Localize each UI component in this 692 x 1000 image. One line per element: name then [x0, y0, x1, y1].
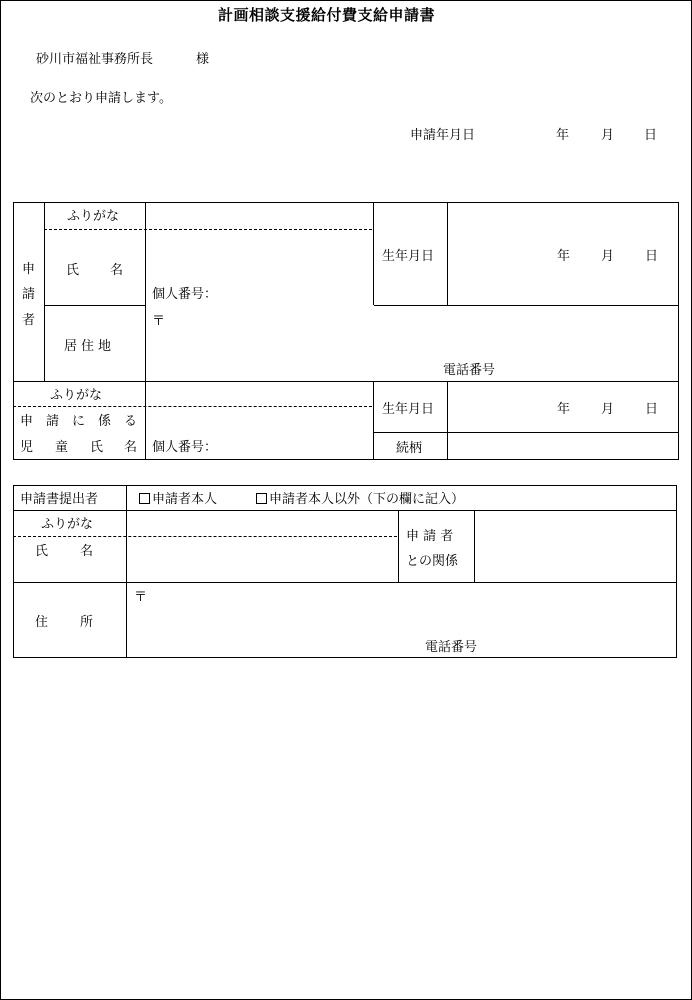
application-date-year: 年 — [556, 128, 570, 143]
applicant-residence-label: 居住地 — [64, 339, 116, 354]
child-birthdate-day: 日 — [645, 402, 659, 417]
submitter-postal-mark: 〒 — [134, 590, 148, 605]
application-date-day: 日 — [644, 128, 658, 143]
applicant-birthdate-label: 生年月日 — [382, 249, 435, 264]
submitter-option-other[interactable] — [256, 493, 464, 506]
submitter-relation-label-1: 申 請 者 — [406, 529, 454, 544]
applicant-label-char-1: 申 — [22, 262, 36, 277]
submitter-relation-label-2: との関係 — [406, 554, 459, 569]
child-furigana-label: ふりがな — [50, 388, 103, 403]
submitter-address-label-1: 住 — [35, 615, 49, 630]
applicant-name-label-2: 名 — [110, 263, 124, 278]
submitter-name-label-1: 氏 — [35, 544, 49, 559]
applicant-phone-label: 電話番号 — [443, 363, 496, 378]
submitter-label: 申請書提出者 — [20, 492, 99, 507]
child-label-row2-char-2: 童 — [55, 440, 69, 455]
applicant-birthdate-year: 年 — [557, 249, 571, 264]
submitter-furigana-label: ふりがな — [41, 517, 94, 532]
intro-text: 次のとおり申請します。 — [30, 91, 172, 106]
applicant-name-label-1: 氏 — [66, 263, 80, 278]
applicant-label-char-3: 者 — [22, 313, 36, 328]
child-label-row2-char-4: 名 — [124, 440, 138, 455]
applicant-label-char-2: 請 — [22, 287, 36, 302]
applicant-personal-number-label: 個人番号： — [152, 287, 218, 302]
addressee: 砂川市福祉事務所長 — [36, 52, 154, 67]
child-label-row2-char-3: 氏 — [90, 440, 104, 455]
submitter-option-self-label: 申請者本人 — [152, 492, 218, 507]
checkbox-self[interactable] — [139, 493, 150, 504]
applicant-furigana-label: ふりがな — [67, 209, 120, 224]
checkbox-other[interactable] — [256, 493, 267, 504]
submitter-name-label-2: 名 — [80, 544, 94, 559]
child-label-row2-char-1: 児 — [20, 440, 34, 455]
child-birthdate-year: 年 — [557, 402, 571, 417]
child-label-row1-char-2: 請 — [46, 414, 60, 429]
child-label-row1-char-1: 申 — [20, 414, 34, 429]
child-birthdate-month: 月 — [601, 402, 615, 417]
child-label-row1-char-3: に — [72, 414, 86, 429]
child-label-row1-char-4: 係 — [98, 414, 112, 429]
applicant-postal-mark: 〒 — [152, 314, 166, 329]
child-relationship-label: 続柄 — [396, 441, 423, 456]
page-title: 計画相談支援給付費支給申請書 — [218, 6, 436, 24]
submitter-phone-label: 電話番号 — [425, 640, 478, 655]
application-date-label: 申請年月日 — [410, 128, 476, 143]
application-date-month: 月 — [601, 128, 615, 143]
honorific: 様 — [196, 52, 210, 67]
submitter-option-self[interactable] — [139, 493, 217, 506]
applicant-birthdate-day: 日 — [645, 249, 659, 264]
child-personal-number-label: 個人番号： — [152, 440, 218, 455]
submitter-option-other-label: 申請者本人以外（下の欄に記入） — [269, 492, 465, 507]
child-label-row1-char-5: る — [124, 414, 138, 429]
child-birthdate-label: 生年月日 — [382, 402, 435, 417]
submitter-address-label-2: 所 — [80, 615, 94, 630]
applicant-birthdate-month: 月 — [601, 249, 615, 264]
